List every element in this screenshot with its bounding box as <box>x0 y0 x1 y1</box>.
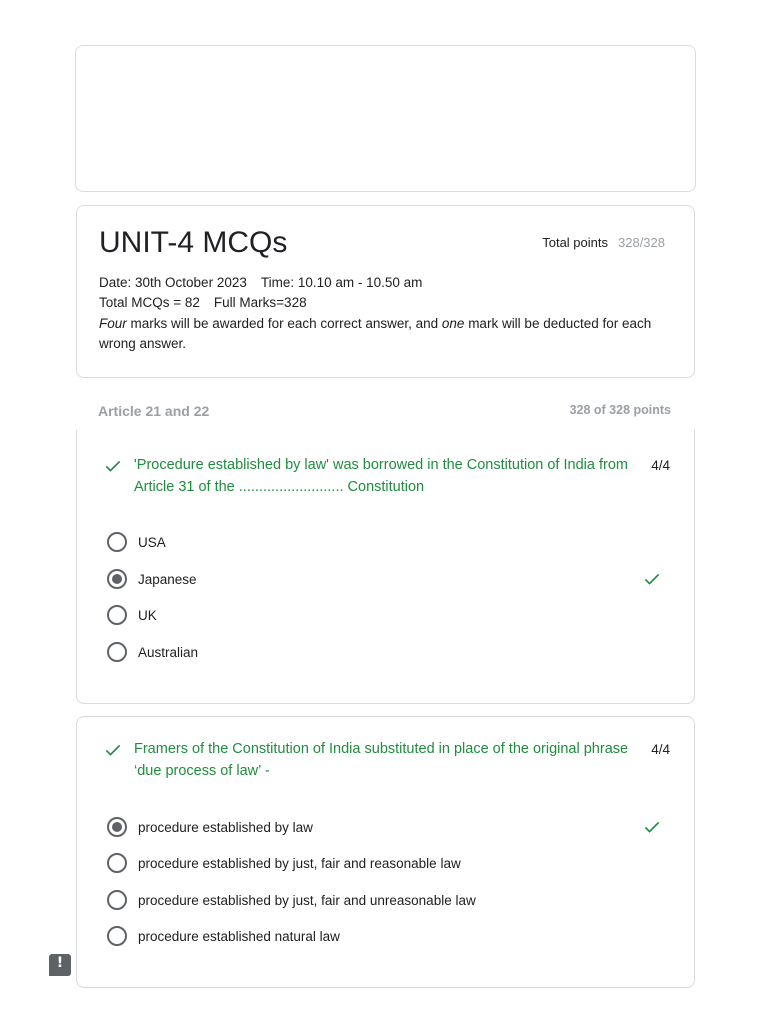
rule-four: Four <box>99 315 127 331</box>
option-label: procedure established by just, fair and reasonable law <box>138 855 461 871</box>
answer-option[interactable] <box>107 569 667 589</box>
check-icon <box>642 569 662 589</box>
question-points: 4/4 <box>651 458 670 473</box>
question-text: Framers of the Constitution of India substituted in place of the original phrase ‘due process of law’ - <box>134 741 629 779</box>
total-mcqs: Total MCQs = 82 <box>99 295 200 311</box>
radio-button[interactable] <box>107 926 127 946</box>
exam-date: Date: 30th October 2023 <box>99 275 247 290</box>
question-text: 'Procedure established by law' was borrowed in the Constitution of India from Article 31 of the .......................... Constitution <box>134 457 628 495</box>
radio-button[interactable] <box>107 853 127 873</box>
total-points-label: Total points <box>542 235 608 250</box>
answer-option[interactable] <box>107 642 667 662</box>
form-title: UNIT-4 MCQs <box>99 226 288 259</box>
section-title: Article 21 and 22 <box>98 403 210 419</box>
radio-button[interactable] <box>107 605 127 625</box>
radio-button-selected[interactable] <box>107 569 127 589</box>
check-icon <box>103 456 123 476</box>
answer-option[interactable] <box>107 926 667 946</box>
total-points <box>542 235 665 250</box>
question-card <box>76 430 695 704</box>
check-icon <box>642 817 662 837</box>
rule-end: mark will be deducted for each wrong answer. <box>99 315 652 351</box>
form-header-card <box>75 45 696 192</box>
section-points: 328 of 328 points <box>569 403 671 417</box>
option-label: procedure established by law <box>138 819 313 835</box>
check-icon <box>103 740 123 760</box>
radio-button-selected[interactable] <box>107 817 127 837</box>
answer-option[interactable] <box>107 817 667 837</box>
marking-rule <box>99 314 669 355</box>
total-points-value: 328/328 <box>618 235 665 250</box>
radio-button[interactable] <box>107 642 127 662</box>
answer-option[interactable] <box>107 890 667 910</box>
option-label: UK <box>138 607 157 623</box>
rule-one: one <box>441 315 465 331</box>
answer-option[interactable] <box>107 853 667 873</box>
option-label: procedure established natural law <box>138 928 340 944</box>
full-marks: Full Marks=328 <box>213 295 307 311</box>
question-card <box>76 716 695 988</box>
question-points: 4/4 <box>651 742 670 757</box>
answer-option[interactable] <box>107 532 667 552</box>
option-label: Australian <box>138 644 199 660</box>
report-problem-icon[interactable] <box>49 954 71 976</box>
option-label: USA <box>138 534 166 550</box>
option-label: Japanese <box>138 571 197 587</box>
form-description <box>99 273 669 354</box>
rule-mid: marks will be awarded for each correct answer, and <box>126 315 442 331</box>
radio-button[interactable] <box>107 532 127 552</box>
exam-time: Time: 10.10 am - 10.50 am <box>260 275 423 290</box>
description-line-2 <box>99 293 669 313</box>
description-line-1 <box>99 273 669 293</box>
answer-option[interactable] <box>107 605 667 625</box>
radio-button[interactable] <box>107 890 127 910</box>
section-header <box>76 395 695 425</box>
form-title-card <box>76 205 695 378</box>
option-label: procedure established by just, fair and unreasonable law <box>138 892 476 908</box>
